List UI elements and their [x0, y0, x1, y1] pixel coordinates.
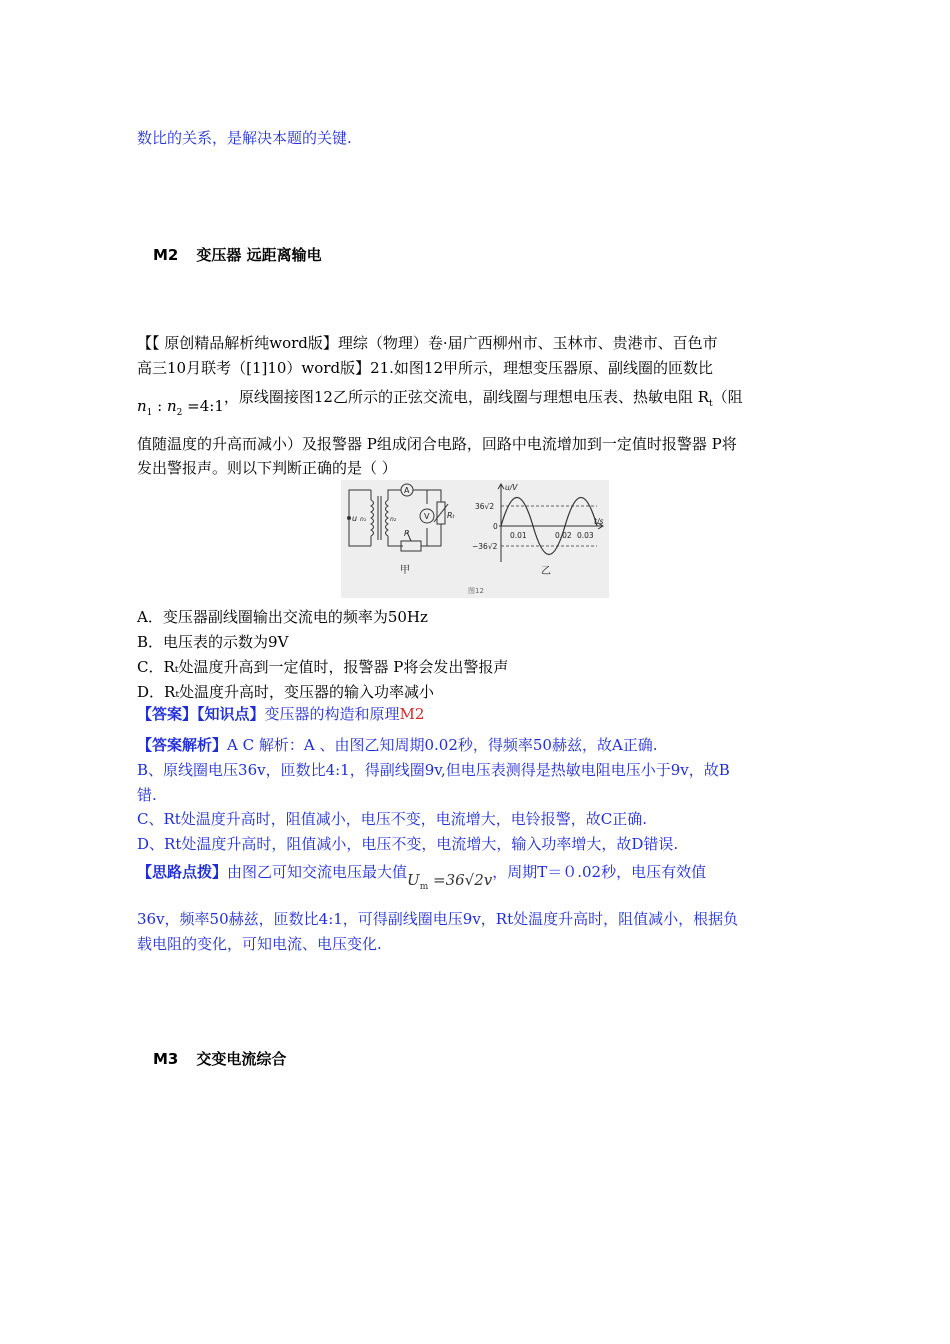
x-tick-1: 0.01 [510, 531, 527, 540]
question-line-3-end: （阻 [712, 388, 743, 406]
hint-line-1 [137, 862, 707, 892]
answer-code: M2 [399, 705, 425, 723]
hint-text-before: 由图乙可知交流电压最大值 [227, 863, 408, 881]
x-axis-label: t/s [594, 517, 604, 526]
ammeter-label: A [404, 486, 410, 495]
hint-text-after: ，周期T＝０.02秒，电压有效值 [492, 863, 707, 881]
analysis-line-4: C、Rt处温度升高时，阻值减小，电压不变，电流增大，电铃报警，故C正确. [137, 810, 648, 828]
ratio-colon: : [152, 397, 167, 415]
section-code: M3 [153, 1050, 179, 1068]
option-b: B．电压表的示数为9V [137, 633, 289, 651]
option-c: C．Rₜ处温度升高到一定值时，报警器 P将会发出警报声 [137, 658, 509, 676]
analysis-line-3: 错. [137, 786, 157, 804]
answer-label: 【答案】【知识点】 [137, 705, 265, 723]
analysis-label: 【答案解析】 [137, 736, 228, 754]
analysis-line-1 [137, 735, 658, 755]
analysis-line-2: B、原线圈电压36v，匝数比4:1，得副线圈9v,但电压表测得是热敏电阻电压小于9v，故B [137, 761, 730, 779]
resistor-label: Rₜ [447, 511, 455, 520]
alarm-label: P [404, 529, 409, 538]
n1-label: n₁ [360, 516, 367, 523]
question-line-1: 【【 原创精品解析纯word版】理综（物理）卷·届广西柳州市、玉林市、贵港市、百色市 [137, 334, 718, 352]
answer-line [137, 704, 424, 724]
n2-label: n₂ [390, 516, 397, 523]
section-heading-m2 [153, 244, 322, 265]
formula-sub: m [419, 882, 429, 892]
question-line-3 [137, 387, 743, 418]
ratio-n1: n [137, 397, 147, 415]
x-tick-3: 0.03 [577, 531, 594, 540]
hint-line-3: 载电阻的变化，可知电流、电压变化. [137, 935, 382, 953]
intro-line: 数比的关系，是解决本题的关键. [137, 129, 352, 147]
section-title: 交变电流综合 [196, 1050, 287, 1068]
hint-line-2: 36v，频率50赫兹，匝数比4:1，可得副线圈电压9v，Rt处温度升高时，阻值减小，根据负 [137, 910, 739, 928]
option-a: A．变压器副线圈输出交流电的频率为50Hz [137, 608, 428, 626]
y-max-label: 36√2 [475, 502, 495, 511]
voltmeter-label: V [424, 512, 430, 521]
section-code: M2 [153, 246, 179, 264]
y-axis-label: u/V [505, 483, 518, 492]
answer-text: 变压器的构造和原理 [264, 705, 400, 723]
left-figure-label: 甲 [400, 565, 410, 576]
figure-caption: 图12 [468, 587, 484, 595]
ratio-sub1: 1 [146, 408, 153, 418]
rt-subscript: t [709, 399, 713, 409]
hint-label: 【思路点拨】 [137, 863, 228, 881]
formula-u: U [407, 871, 420, 889]
question-line-2: 高三10月联考（[1]10）word版】21.如图12甲所示，理想变压器原、副线圈的匝数比 [137, 359, 714, 377]
figure-12 [341, 480, 609, 598]
ratio-sub2: 2 [176, 408, 183, 418]
source-label: u [352, 514, 358, 523]
analysis-text-1: A C 解析：A 、由图乙知周期0.02秒，得频率50赫兹，故A正确. [227, 736, 658, 754]
sine-graph [498, 484, 603, 562]
option-d: D．Rₜ处温度升高时，变压器的输入功率减小 [137, 683, 435, 701]
question-line-4: 值随温度的升高而减小）及报警器 P组成闭合电路，回路中电流增加到一定值时报警器 P将 [137, 435, 737, 453]
question-line-5: 发出警报声。则以下判断正确的是（ ） [137, 459, 397, 477]
analysis-line-5: D、Rt处温度升高时，阻值减小，电压不变，电流增大，输入功率增大，故D错误. [137, 835, 679, 853]
question-line-3-rest: ，原线圈接图12乙所示的正弦交流电，副线圈与理想电压表、热敏电阻 R [223, 388, 710, 406]
right-figure-label: 乙 [541, 566, 551, 577]
ratio-formula [137, 397, 224, 418]
section-title: 变压器 远距离输电 [196, 246, 322, 264]
ratio-n2: n [167, 397, 177, 415]
y-zero-label: 0 [493, 522, 498, 531]
section-heading-m3 [153, 1048, 286, 1069]
formula-rest: =36√2v [428, 871, 493, 889]
y-min-label: −36√2 [472, 542, 498, 551]
ratio-value: =4:1 [182, 397, 224, 415]
x-tick-2: 0.02 [555, 531, 572, 540]
hint-formula [407, 871, 493, 892]
